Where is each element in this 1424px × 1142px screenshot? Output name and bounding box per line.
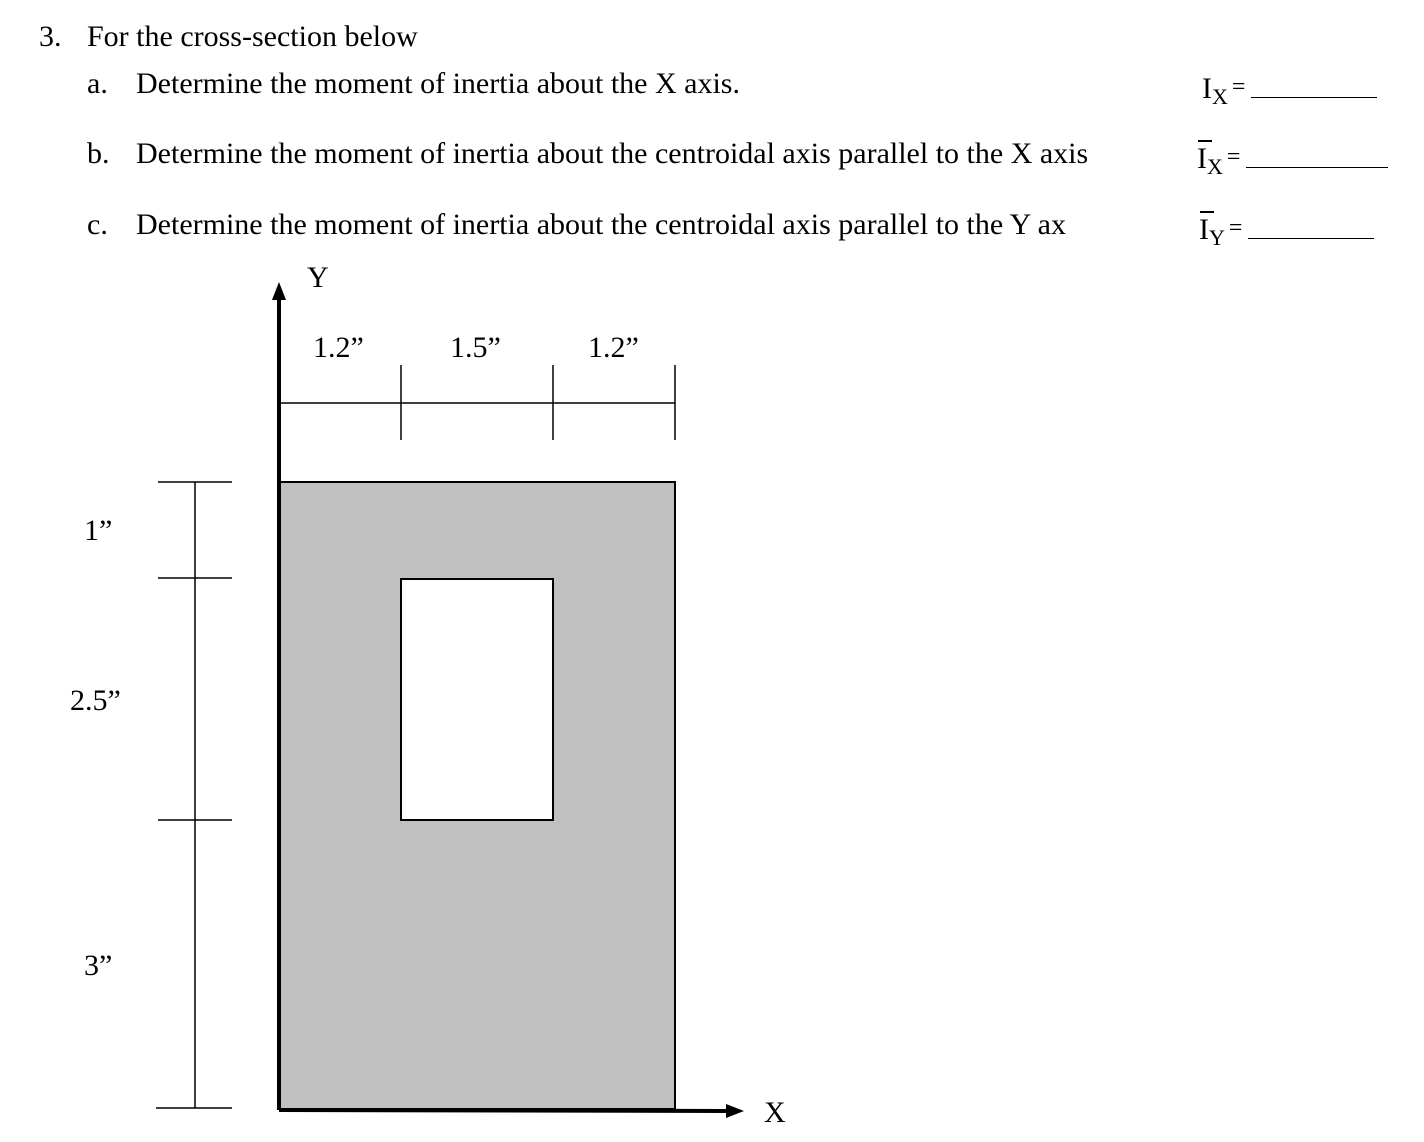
part-c-letter: c. (87, 208, 108, 241)
part-a-letter: a. (87, 67, 108, 100)
height-dim-label-2: 2.5” (70, 684, 121, 717)
answer-c-equals: = (1228, 215, 1243, 241)
width-dim-label-2: 1.5” (450, 331, 501, 364)
y-axis-arrowhead (272, 282, 286, 300)
question-prompt: For the cross-section below (87, 20, 418, 53)
part-a-text: Determine the moment of inertia about the X axis. (136, 67, 740, 100)
height-dim-label-3: 3” (84, 949, 113, 982)
question-number: 3. (39, 20, 62, 53)
width-dim-label-3: 1.2” (588, 331, 639, 364)
y-axis-label: Y (307, 261, 329, 294)
x-axis-label: X (764, 1096, 786, 1129)
answer-a-equals: = (1231, 74, 1246, 100)
answer-b-equals: = (1226, 144, 1241, 170)
answer-c-subscript: Y (1209, 225, 1225, 250)
cross-section-hole (401, 579, 553, 820)
part-c-text: Determine the moment of inertia about the centroidal axis parallel to the Y ax (136, 208, 1066, 241)
height-dim-label-1: 1” (84, 514, 113, 547)
answer-a-subscript: X (1212, 84, 1228, 109)
part-b-letter: b. (87, 137, 110, 170)
answer-a-symbol: I (1202, 72, 1212, 105)
answer-b-subscript: X (1207, 154, 1223, 179)
answer-c-symbol: I (1199, 213, 1209, 247)
answer-b-symbol: I (1197, 142, 1207, 176)
width-dim-label-1: 1.2” (313, 331, 364, 364)
part-b-text: Determine the moment of inertia about the centroidal axis parallel to the X axis (136, 137, 1089, 170)
x-axis-arrowhead (726, 1104, 744, 1118)
x-axis-line (279, 1110, 726, 1111)
